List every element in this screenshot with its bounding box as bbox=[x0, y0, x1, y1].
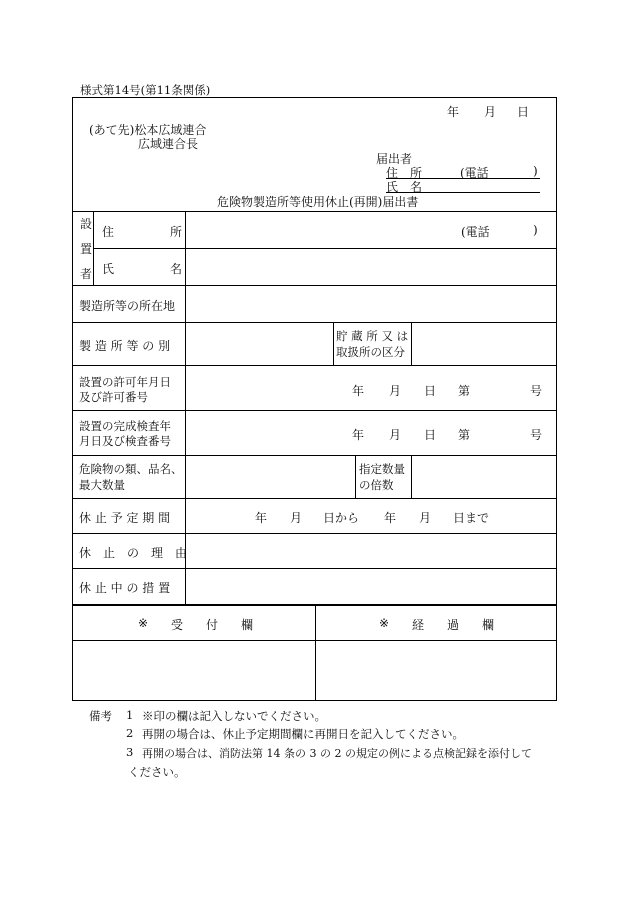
reception-char-3: 欄 bbox=[240, 618, 253, 632]
line-multiple-left bbox=[355, 455, 356, 498]
period-start-day: 日から bbox=[323, 511, 360, 525]
line-storage-left bbox=[333, 322, 334, 365]
line-type-bottom bbox=[72, 365, 557, 366]
note-2-text: 再開の場合は、休止予定期間欄に再開日を記入してください。 bbox=[142, 727, 464, 741]
note-2-number: 2 bbox=[126, 726, 134, 740]
permit-number-prefix: 第 bbox=[458, 384, 471, 398]
note-3-number: 3 bbox=[126, 745, 134, 759]
notifier-label: 届出者 bbox=[376, 152, 413, 166]
progress-char-1: 経 bbox=[412, 618, 425, 632]
period-start-month: 月 bbox=[290, 511, 303, 525]
period-end-month: 月 bbox=[419, 511, 432, 525]
line-header-bottom bbox=[72, 211, 557, 212]
installer-vertical-3: 者 bbox=[79, 267, 92, 281]
inspection-year: 年 bbox=[352, 428, 365, 442]
line-storage-right bbox=[411, 322, 412, 365]
label-storage-class-1: 貯 蔵 所 又 は bbox=[336, 329, 409, 343]
permit-day: 日 bbox=[424, 384, 437, 398]
inspection-number-prefix: 第 bbox=[458, 428, 471, 442]
label-suspension-measures: 休 止 中 の 措 置 bbox=[79, 581, 171, 595]
inspection-number-suffix: 号 bbox=[530, 428, 543, 442]
date-year-label: 年 bbox=[447, 105, 460, 119]
label-hazmat-2: 最大数量 bbox=[79, 478, 125, 492]
progress-char-3: 欄 bbox=[481, 618, 494, 632]
label-suspension-period: 休 止 予 定 期 間 bbox=[79, 511, 171, 525]
installer-vertical-2: 置 bbox=[79, 242, 92, 256]
notes-label: 備考 bbox=[89, 709, 112, 723]
notifier-phone-close: ) bbox=[533, 164, 538, 178]
reception-char-1: 受 bbox=[171, 618, 184, 632]
inspection-day: 日 bbox=[424, 428, 437, 442]
label-inspection-2: 月日及び検査番号 bbox=[79, 434, 171, 448]
notifier-name-label: 氏 名 bbox=[386, 180, 423, 194]
permit-number-suffix: 号 bbox=[530, 384, 543, 398]
addressee-line2: 広域連合長 bbox=[138, 137, 199, 151]
reception-char-2: 付 bbox=[205, 618, 218, 632]
period-start-year: 年 bbox=[255, 511, 268, 525]
note-1-number: 1 bbox=[126, 708, 134, 722]
installer-vertical-1: 設 bbox=[79, 217, 92, 231]
progress-box-header bbox=[379, 616, 494, 633]
label-facility-location: 製造所等の所在地 bbox=[79, 299, 176, 313]
label-multiple-2: の倍数 bbox=[359, 478, 394, 492]
note-1-text: ※印の欄は記入しないでください。 bbox=[142, 709, 326, 723]
label-hazmat-1: 危険物の類、品名、 bbox=[79, 462, 183, 476]
label-facility-type: 製 造 所 等 の 別 bbox=[79, 339, 171, 353]
reception-box-header bbox=[138, 616, 253, 633]
form-number: 様式第14号(第11条関係) bbox=[80, 83, 211, 97]
notifier-phone-label: (電話 bbox=[460, 166, 489, 180]
note-3-text: 再開の場合は、消防法第 14 条の 3 の 2 の規定の例による点検記録を添付して bbox=[142, 747, 532, 760]
addressee-line1: (あて先)松本広域連合 bbox=[89, 123, 207, 137]
line-permit-bottom bbox=[72, 410, 557, 411]
line-installer-mid bbox=[93, 248, 557, 249]
line-location-bottom bbox=[72, 322, 557, 323]
notifier-address-label: 住 所 bbox=[386, 166, 423, 180]
line-period-bottom bbox=[72, 533, 557, 534]
installer-address-label-right: 所 bbox=[170, 225, 183, 239]
label-suspension-reason: 休 止 の 理 由 bbox=[79, 546, 188, 560]
permit-month: 月 bbox=[389, 384, 402, 398]
line-footer-divider bbox=[315, 604, 316, 701]
line-inspection-bottom bbox=[72, 455, 557, 456]
permit-year: 年 bbox=[352, 384, 365, 398]
line-multiple-right bbox=[411, 455, 412, 498]
period-end-day: 日まで bbox=[453, 511, 490, 525]
installer-name-label-left: 氏 bbox=[102, 262, 115, 276]
line-installer-label-divider bbox=[93, 211, 94, 285]
installer-phone-close: ) bbox=[533, 223, 538, 237]
label-permit-1: 設置の許可年月日 bbox=[79, 375, 171, 389]
line-hazmat-bottom bbox=[72, 498, 557, 499]
label-multiple-1: 指定数量 bbox=[359, 462, 405, 476]
date-day-label: 日 bbox=[517, 105, 530, 119]
label-inspection-1: 設置の完成検査年 bbox=[79, 419, 171, 433]
progress-char-2: 過 bbox=[446, 618, 459, 632]
form-title: 危険物製造所等使用休止(再開)届出書 bbox=[217, 195, 419, 209]
note-3-continuation: ください。 bbox=[128, 765, 186, 779]
progress-mark: ※ bbox=[379, 616, 390, 630]
installer-address-label-left: 住 bbox=[102, 225, 115, 239]
installer-phone-label: (電話 bbox=[461, 225, 490, 239]
label-permit-2: 及び許可番号 bbox=[79, 390, 148, 404]
line-reason-bottom bbox=[72, 568, 557, 569]
inspection-month: 月 bbox=[389, 428, 402, 442]
reception-mark: ※ bbox=[138, 616, 149, 630]
date-month-label: 月 bbox=[484, 105, 497, 119]
installer-name-label-right: 名 bbox=[170, 262, 183, 276]
line-installer-bottom bbox=[72, 285, 557, 286]
label-storage-class-2: 取扱所の区分 bbox=[336, 345, 405, 359]
period-end-year: 年 bbox=[384, 511, 397, 525]
